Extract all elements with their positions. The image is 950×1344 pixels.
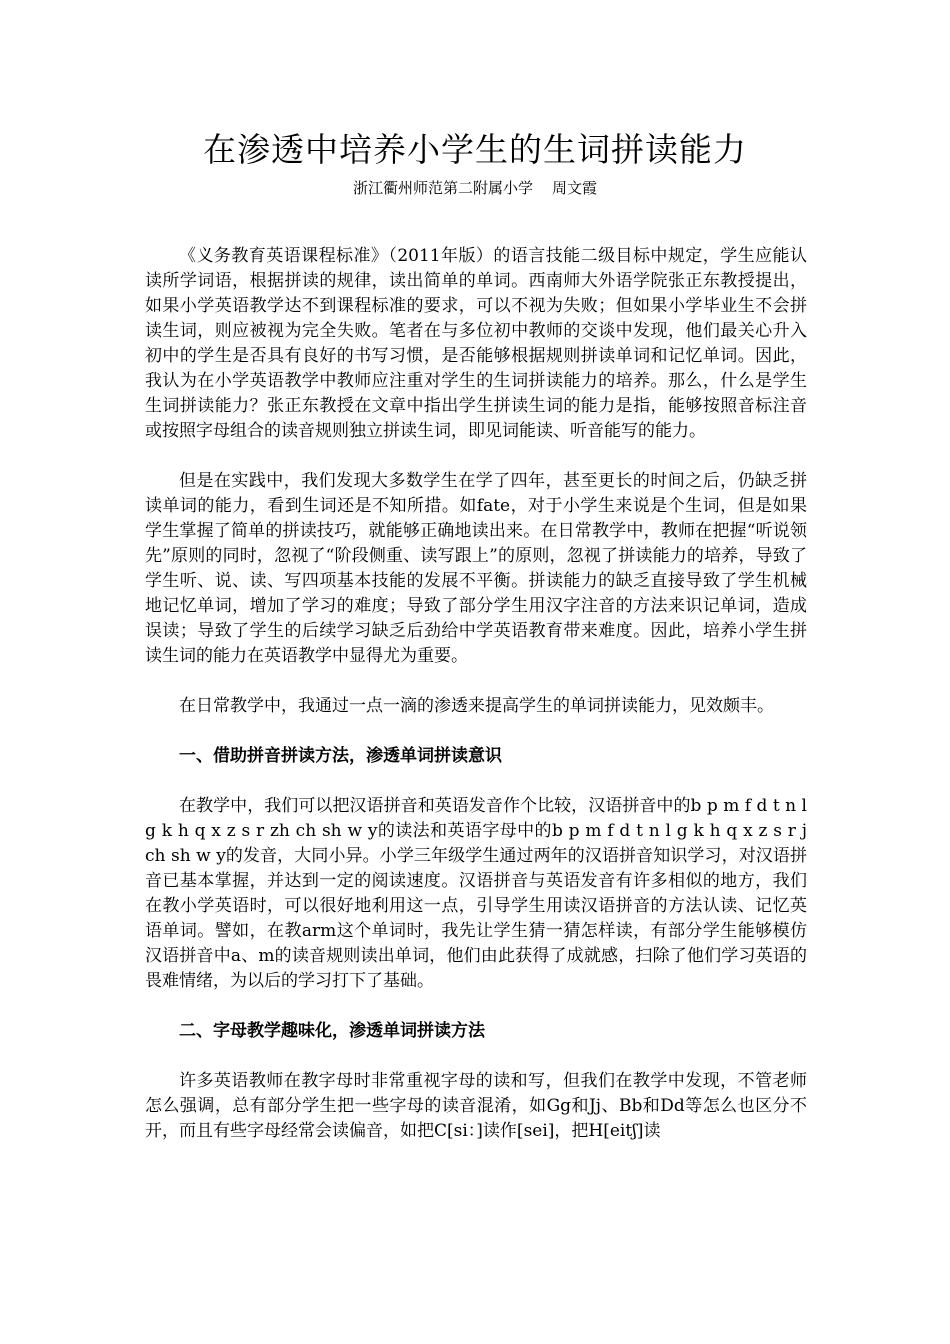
body-paragraph: 在教学中，我们可以把汉语拼音和英语发音作个比较，汉语拼音中的b p m f d t n l g k h q x z s r zh ch sh w y的读法和英语字母中的b p m f d t n l g k h q x z s r j ch sh w y的发音，大同小异。小学三年级学生通过两年的汉语拼音知识学习，对汉语拼音已基本掌握，并达到一定的阅读速度。汉语拼音与英语发音有许多相似的地方，我们在教小学英语时，可以很好地利用这一点，引导学生用读汉语拼音的方法认读、记忆英语单词。譬如，在教arm这个单词时，我先让学生猜一猜怎样读，有部分学生能够模仿汉语拼音中a、m的读音规则读出单词，他们由此获得了成就感，扫除了他们学习英语的畏难情绪，为以后的学习打下了基础。	[145, 796, 807, 991]
author-line: 浙江衢州师范第二附属小学 周文霞	[352, 179, 598, 197]
section-heading: 一、借助拼音拼读方法，渗透单词拼读意识	[179, 746, 502, 766]
document-title: 在渗透中培养小学生的生词拼读能力	[203, 130, 747, 169]
body-paragraph: 许多英语教师在教字母时非常重视字母的读和写，但我们在教学中发现，不管老师怎么强调，总有部分学生把一些字母的读音混淆，如Gg和Jj、Bb和Dd等怎么也区分不开，而且有些字母经常会读偏音，如把C[si：]读作[sei]，把H[eitʃ]读	[145, 1071, 807, 1141]
body-paragraph: 在日常教学中，我通过一点一滴的渗透来提高学生的单词拼读能力，见效颇丰。	[179, 696, 774, 716]
body-paragraph: 《义务教育英语课程标准》（2011年版）的语言技能二级目标中规定，学生应能认读所学词语，根据拼读的规律，读出简单的单词。西南师大外语学院张正东教授提出，如果小学英语教学达不到课程标准的要求，可以不视为失败；但如果小学毕业生不会拼读生词，则应被视为完全失败。笔者在与多位初中教师的交谈中发现，他们最关心升入初中的学生是否具有良好的书写习惯，是否能够根据规则拼读单词和记忆单词。因此，我认为在小学英语教学中教师应注重对学生的生词拼读能力的培养。那么，什么是学生生词拼读能力？张正东教授在文章中指出学生拼读生词的能力是指，能够按照音标注音或按照字母组合的读音规则独立拼读生词，即见词能读、听音能写的能力。	[145, 246, 807, 441]
body-paragraph: 但是在实践中，我们发现大多数学生在学了四年，甚至更长的时间之后，仍缺乏拼读单词的能力，看到生词还是不知所措。如fate，对于小学生来说是个生词，但是如果学生掌握了简单的拼读技巧，就能够正确地读出来。在日常教学中，教师在把握“听说领先”原则的同时，忽视了“阶段侧重、读写跟上”的原则，忽视了拼读能力的培养，导致了学生听、说、读、写四项基本技能的发展不平衡。拼读能力的缺乏直接导致了学生机械地记忆单词，增加了学习的难度；导致了部分学生用汉字注音的方法来识记单词，造成误读；导致了学生的后续学习缺乏后劲给中学英语教育带来难度。因此，培养小学生拼读生词的能力在英语教学中显得尤为重要。	[145, 471, 807, 666]
document-body	[145, 244, 807, 1144]
section-heading: 二、字母教学趣味化，渗透单词拼读方法	[179, 1021, 485, 1041]
